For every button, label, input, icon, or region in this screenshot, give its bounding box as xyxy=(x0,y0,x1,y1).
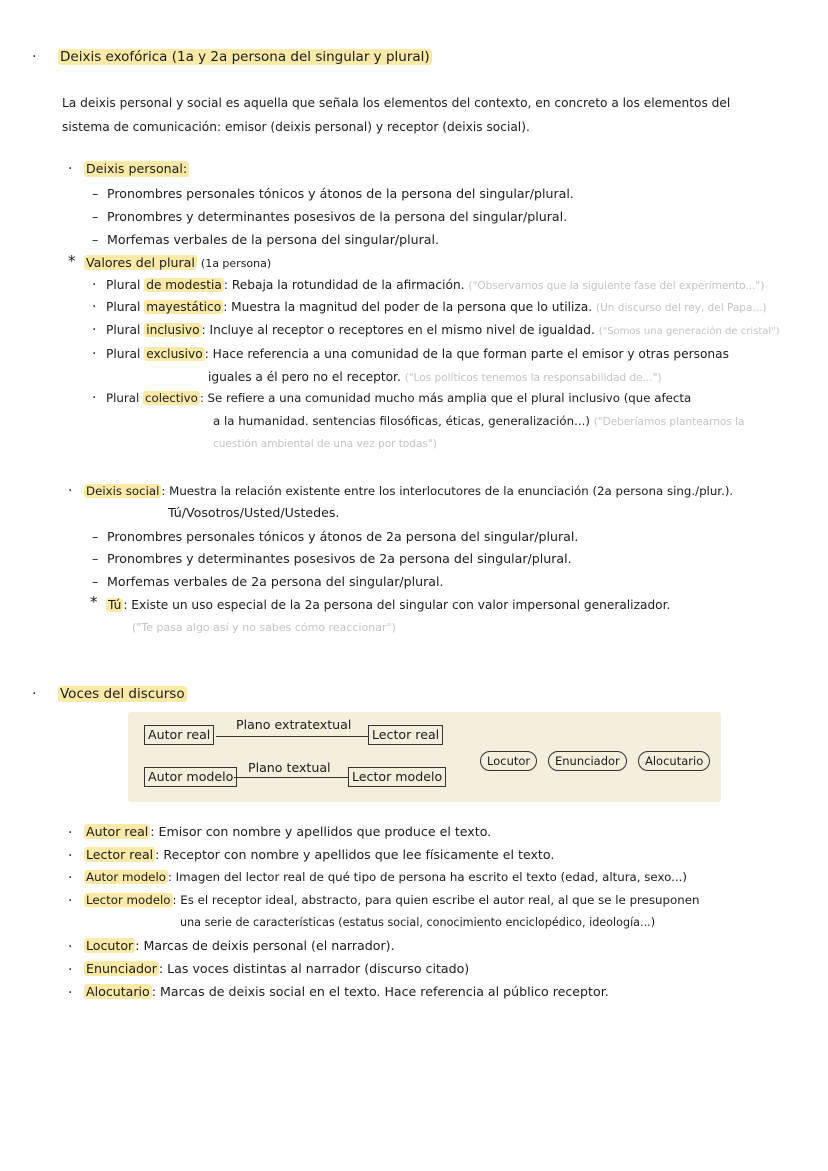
def-text: : Marcas de deixis social en el texto. Hace referencia al público receptor. xyxy=(151,984,609,999)
plural-prefix: Plural xyxy=(106,323,145,337)
personal-item-1: Pronombres personales tónicos y átonos de la persona del singular/plural. xyxy=(107,186,574,201)
dash: – xyxy=(92,551,99,566)
deixis-social-text: : Muestra la relación existente entre los interlocutores de la enunciación (2a persona sing./plur.). xyxy=(161,484,734,498)
plural-exclusivo-line2 xyxy=(208,369,662,386)
section-bullet: · xyxy=(32,49,37,65)
locutor-oval: Locutor xyxy=(480,751,537,771)
def-text: : Imagen del lector real de qué tipo de persona ha escrito el texto (edad, altura, sexo...) xyxy=(167,870,687,884)
bullet: · xyxy=(68,962,73,978)
autor-real-box: Autor real xyxy=(144,725,214,745)
section-bullet: · xyxy=(32,686,37,702)
def-text: : Las voces distintas al narrador (discurso citado) xyxy=(158,961,470,976)
tu-text: : Existe un uso especial de la 2a persona del singular con valor impersonal generalizador. xyxy=(123,598,671,612)
def-term: Locutor xyxy=(86,938,134,953)
def-autor-modelo xyxy=(84,869,687,885)
plural-mayestatico-text: : Muestra la magnitud del poder de la persona que lo utiliza. xyxy=(223,300,593,314)
extratextual-connector xyxy=(216,736,368,737)
def-term: Enunciador xyxy=(86,961,157,976)
plural-inclusivo-text: : Incluye al receptor o receptores en el mismo nivel de igualdad. xyxy=(201,323,595,337)
plural-colectivo-example-a: ("Deberíamos plantearnos la xyxy=(593,416,745,428)
plural-modestia xyxy=(106,277,764,294)
plural-inclusivo-label: inclusivo xyxy=(146,323,200,337)
bullet: · xyxy=(92,299,97,315)
deixis-social-line xyxy=(84,483,733,499)
deixis-social-line-2: Tú/Vosotros/Usted/Ustedes. xyxy=(168,505,340,520)
lector-real-box: Lector real xyxy=(368,725,443,745)
plural-colectivo-text-2: a la humanidad. sentencias filosóficas, éticas, generalización...) xyxy=(213,414,590,428)
deixis-personal-label: Deixis personal: xyxy=(86,161,188,176)
social-item-3: Morfemas verbales de 2a persona del singular/plural. xyxy=(107,574,444,589)
bullet: · xyxy=(68,939,73,955)
personal-item-3: Morfemas verbales de la persona del singular/plural. xyxy=(107,232,440,247)
plano-extratextual-label: Plano extratextual xyxy=(236,717,352,732)
def-enunciador xyxy=(84,961,469,977)
def-alocutario xyxy=(84,984,609,1000)
bullet: · xyxy=(92,322,97,338)
plano-textual-label: Plano textual xyxy=(248,760,331,775)
plural-exclusivo-text: : Hace referencia a una comunidad de la que forman parte el emisor y otras personas xyxy=(204,347,729,361)
def-autor-real xyxy=(84,824,491,840)
def-text: : Emisor con nombre y apellidos que produce el texto. xyxy=(150,824,492,839)
def-term: Autor real xyxy=(86,824,149,839)
plural-prefix: Plural xyxy=(106,391,143,405)
def-term: Autor modelo xyxy=(86,870,166,884)
valores-plural-label: Valores del plural xyxy=(86,255,195,270)
plural-colectivo-label: colectivo xyxy=(144,391,198,405)
plural-exclusivo-example: ("Los políticos tenemos la responsabilidad de...") xyxy=(404,372,662,384)
plural-modestia-label: de modestia xyxy=(146,278,222,292)
textual-connector xyxy=(234,777,348,778)
dash: – xyxy=(92,186,99,201)
bullet: · xyxy=(68,825,73,841)
plural-inclusivo xyxy=(106,322,780,340)
dash: – xyxy=(92,232,99,247)
dash: – xyxy=(92,529,99,544)
valores-plural-line xyxy=(84,255,271,272)
dash: – xyxy=(92,574,99,589)
plural-colectivo-example-b: cuestión ambiental de una vez por todas") xyxy=(213,438,437,450)
plural-modestia-text: : Rebaja la rotundidad de la afirmación. xyxy=(223,278,465,292)
social-item-1: Pronombres personales tónicos y átonos de 2a persona del singular/plural. xyxy=(107,529,579,544)
def-lector-real xyxy=(84,847,554,863)
bullet: · xyxy=(68,870,73,886)
def-term: Alocutario xyxy=(86,984,150,999)
bullet: · xyxy=(68,893,73,909)
plural-colectivo-text: : Se refiere a una comunidad mucho más amplia que el plural inclusivo (que afecta xyxy=(199,391,692,405)
voces-diagram xyxy=(128,712,721,802)
personal-item-2: Pronombres y determinantes posesivos de la persona del singular/plural. xyxy=(107,209,568,224)
def-text: : Es el receptor ideal, abstracto, para quien escribe el autor real, al que se le presuponen xyxy=(172,893,700,907)
social-item-2: Pronombres y determinantes posesivos de 2a persona del singular/plural. xyxy=(107,551,572,566)
plural-prefix: Plural xyxy=(106,347,145,361)
plural-prefix: Plural xyxy=(106,300,145,314)
bullet: · xyxy=(68,483,73,499)
intro-line-1: La deixis personal y social es aquella que señala los elementos del contexto, en concreto a los elementos del xyxy=(62,96,731,110)
def-text: : Receptor con nombre y apellidos que lee físicamente el texto. xyxy=(155,847,555,862)
valores-plural-note: (1a persona) xyxy=(200,257,272,270)
tu-line xyxy=(106,597,670,613)
dash: – xyxy=(92,209,99,224)
intro-line-2: sistema de comunicación: emisor (deixis personal) y receptor (deixis social). xyxy=(62,120,530,134)
asterisk: * xyxy=(68,252,76,270)
bullet: · xyxy=(92,390,97,406)
autor-modelo-box: Autor modelo xyxy=(144,767,237,787)
alocutario-oval: Alocutario xyxy=(638,751,710,771)
plural-modestia-example: ("Observamos que la siguiente fase del experimento...") xyxy=(468,280,765,292)
bullet: · xyxy=(92,277,97,293)
plural-mayestatico xyxy=(106,299,767,316)
enunciador-oval: Enunciador xyxy=(548,751,627,771)
def-text: : Marcas de deixis personal (el narrador). xyxy=(135,938,395,953)
section-title-deixis: Deixis exofórica (1a y 2a persona del singular y plural) xyxy=(60,49,430,65)
def-term: Lector real xyxy=(86,847,154,862)
bullet: · xyxy=(68,985,73,1001)
bullet: · xyxy=(92,346,97,362)
plural-colectivo-line2 xyxy=(213,413,744,430)
plural-mayestatico-example: (Un discurso del rey, del Papa...) xyxy=(596,302,767,314)
plural-exclusivo-label: exclusivo xyxy=(146,347,203,361)
section-title-voces: Voces del discurso xyxy=(60,686,185,702)
def-term: Lector modelo xyxy=(86,893,171,907)
plural-colectivo xyxy=(106,390,691,406)
def-lector-modelo-line2: una serie de características (estatus social, conocimiento enciclopédico, ideología...) xyxy=(180,916,656,929)
plural-exclusivo xyxy=(106,346,729,362)
plural-mayestatico-label: mayestático xyxy=(146,300,222,314)
plural-prefix: Plural xyxy=(106,278,145,292)
plural-inclusivo-example: ("Somos una generación de cristal") xyxy=(598,326,780,337)
deixis-social-label: Deixis social xyxy=(86,484,160,498)
tu-example: ("Te pasa algo así y no sabes cómo reaccionar") xyxy=(132,621,396,634)
bullet: · xyxy=(68,161,73,177)
bullet: · xyxy=(68,848,73,864)
tu-label: Tú xyxy=(108,598,122,612)
def-locutor xyxy=(84,938,395,954)
def-lector-modelo xyxy=(84,892,699,908)
asterisk: * xyxy=(90,593,98,611)
lector-modelo-box: Lector modelo xyxy=(348,767,446,787)
plural-exclusivo-text-2: iguales a él pero no el receptor. xyxy=(208,370,401,384)
